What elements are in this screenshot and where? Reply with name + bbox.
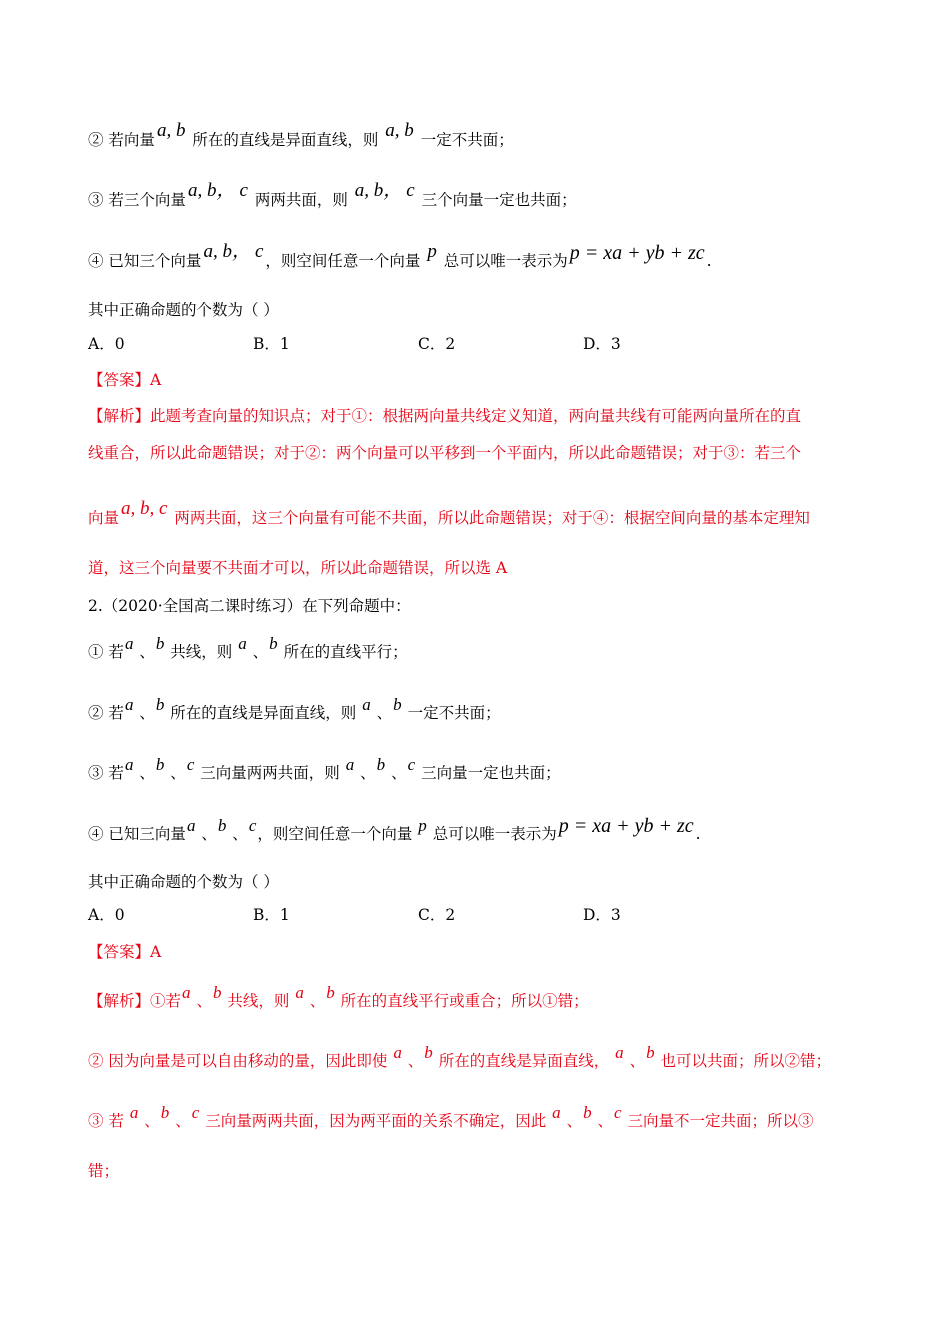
q1-item-4: ④ 已知三个向量 a, b， c ，则空间任意一个向量 p 总可以唯一表示为 p = xa + yb + zc . [88, 241, 712, 270]
q1-options [88, 334, 788, 354]
q2-analysis-1: 【解析】①若a 、b 共线，则 a 、b 所在的直线平行或重合；所以①错； [88, 983, 589, 1010]
option-c: C．2 [418, 906, 456, 924]
option-a: A．0 [88, 906, 125, 924]
q2-answer: 【答案】A [88, 943, 162, 961]
equation: p = xa + yb + zc [569, 242, 705, 264]
q1-answer: 【答案】A [88, 371, 162, 389]
q2-header: 2.（2020·全国高二课时练习）在下列命题中： [88, 597, 411, 615]
equation: p = xa + yb + zc [558, 815, 694, 837]
q2-analysis-3: ③ 若 a 、b 、c 三向量两两共面，因为两平面的关系不确定，因此 a 、b 、c 三向量不一定共面；所以③ [88, 1103, 814, 1130]
q2-options [88, 905, 788, 925]
q2-item-4: ④ 已知三向量a 、b 、c，则空间任意一个向量 p 总可以唯一表示为 p = xa + yb + zc . [88, 815, 701, 843]
option-b: B．1 [253, 335, 290, 353]
q1-analysis-line4: 道，这三个向量要不共面才可以，所以此命题错误，所以选 A [88, 559, 508, 577]
q2-item-1: ① 若a 、b 共线，则 a 、b 所在的直线平行； [88, 634, 408, 661]
option-b: B．1 [253, 906, 290, 924]
q1-analysis-line3: 向量 a, b, c 两两共面，这三个向量有可能不共面，所以此命题错误；对于④：根据空间向量的基本定理知 [88, 498, 810, 527]
option-c: C．2 [418, 335, 456, 353]
q2-question: 其中正确命题的个数为（ ） [88, 873, 279, 891]
q1-item-2: ② 若向量 a, b 所在的直线是异面直线，则 a, b 一定不共面； [88, 120, 514, 149]
vector-ab: a, b [385, 120, 414, 141]
q1-analysis-line2: 线重合，所以此命题错误；对于②：两个向量可以平移到一个平面内，所以此命题错误；对于③：若三个 [88, 444, 802, 462]
q2-item-2: ② 若a 、b 所在的直线是异面直线，则 a 、b 一定不共面； [88, 695, 501, 722]
option-a: A．0 [88, 335, 125, 353]
q1-item-3: ③ 若三个向量 a, b， c 两两共面，则 a, b， c 三个向量一定也共面； [88, 180, 577, 209]
q2-analysis-3-cont: 错； [88, 1162, 120, 1180]
q1-analysis-line1: 【解析】此题考查向量的知识点；对于①：根据两向量共线定义知道，两向量共线有可能两向量所在的直 [88, 407, 802, 425]
option-d: D．3 [583, 335, 621, 353]
q2-analysis-2: ② 因为向量是可以自由移动的量，因此即使 a 、b 所在的直线是异面直线， a 、b 也可以共面；所以②错； [88, 1043, 832, 1070]
option-d: D．3 [583, 906, 621, 924]
q1-question: 其中正确命题的个数为（ ） [88, 301, 279, 319]
vector-ab: a, b [156, 120, 186, 141]
q2-item-3: ③ 若a 、b 、c 三向量两两共面，则 a 、b 、c 三向量一定也共面； [88, 755, 561, 782]
